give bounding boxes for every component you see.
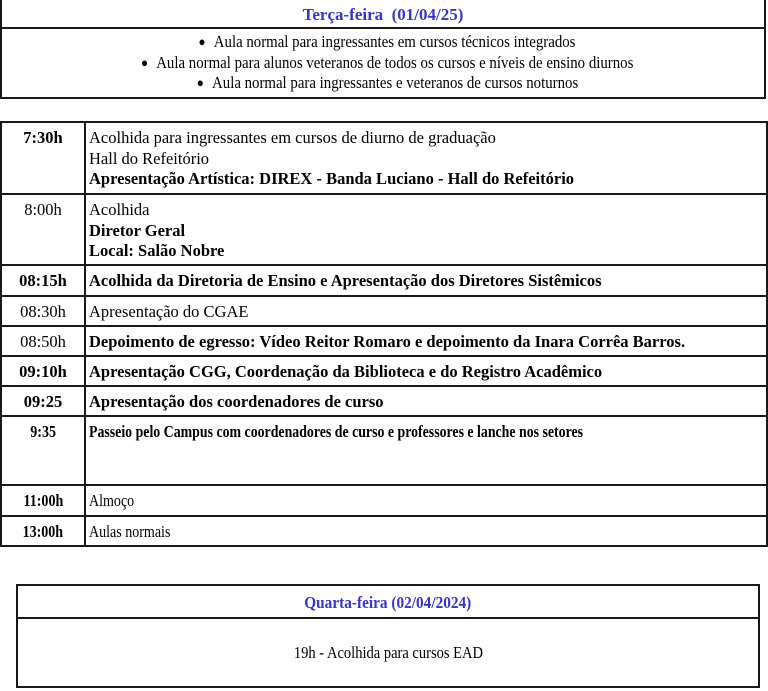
description-cell <box>85 265 767 296</box>
time-text: 13:00h <box>22 522 64 541</box>
time-cell: 09:25 <box>1 386 85 416</box>
time-cell: 8:00h <box>1 194 85 265</box>
time-text: 9:35 <box>30 422 56 441</box>
event-line: Almoço <box>89 491 135 510</box>
description-cell <box>85 326 767 356</box>
time-cell <box>1 416 85 485</box>
bullet-icon: ● <box>140 54 148 70</box>
time-cell <box>1 485 85 516</box>
event-line: Acolhida da Diretoria de Ensino e Apresentação dos Diretores Sistêmicos <box>89 271 602 290</box>
description-cell <box>85 416 767 485</box>
list-item <box>2 73 764 94</box>
table-row <box>1 194 767 265</box>
table-row <box>1 265 767 296</box>
event-line: Aulas normais <box>89 522 171 541</box>
time-cell: 09:10h <box>1 356 85 386</box>
description-cell <box>85 296 767 326</box>
description-cell <box>85 194 767 265</box>
table-row <box>1 485 767 516</box>
time-cell: 08:30h <box>1 296 85 326</box>
wednesday-box <box>16 584 760 688</box>
time-cell <box>1 516 85 546</box>
event-line: Apresentação dos coordenadores de curso <box>89 392 384 411</box>
event-line: Acolhida para ingressantes em cursos de diurno de graduação <box>89 128 496 147</box>
table-row <box>1 386 767 416</box>
event-line: Apresentação do CGAE <box>89 302 249 321</box>
time-cell: 08:50h <box>1 326 85 356</box>
event-line: Passeio pelo Campus com coordenadores de curso e professores e lanche nos setores <box>89 422 584 441</box>
table-row <box>1 516 767 546</box>
description-cell <box>85 386 767 416</box>
wednesday-event: 19h - Acolhida para cursos EAD <box>293 643 483 662</box>
list-item <box>2 32 764 53</box>
event-line: Acolhida <box>89 200 150 219</box>
description-cell <box>85 485 767 516</box>
bullet-icon: ● <box>198 34 206 49</box>
note-text: Aula normal para alunos veteranos de todos os cursos e níveis de ensino diurnos <box>156 52 634 72</box>
tuesday-notes-list <box>2 29 764 94</box>
description-cell <box>85 516 767 546</box>
event-line: Apresentação Artística: DIREX - Banda Luciano - Hall do Refeitório <box>89 169 575 188</box>
event-speaker: Diretor Geral <box>89 220 186 240</box>
note-text: Aula normal para ingressantes em cursos técnicos integrados <box>213 32 576 51</box>
event-location: Hall do Refeitório <box>89 148 210 168</box>
time-cell: 08:15h <box>1 265 85 296</box>
tuesday-notes-box <box>0 0 766 99</box>
time-cell: 7:30h <box>1 122 85 194</box>
event-line: Apresentação CGG, Coordenação da Biblioteca e do Registro Acadêmico <box>89 362 603 381</box>
note-text: Aula normal para ingressantes e veteranos de cursos noturnos <box>211 73 578 92</box>
list-item <box>2 53 764 74</box>
time-text: 11:00h <box>23 491 63 510</box>
wednesday-body <box>18 619 758 663</box>
table-row <box>1 122 767 194</box>
wednesday-title <box>18 586 758 619</box>
schedule-table <box>0 121 768 547</box>
table-row <box>1 296 767 326</box>
table-row <box>1 356 767 386</box>
bullet-icon: ● <box>196 75 204 90</box>
wednesday-title-text: Quarta-feira (02/04/2024) <box>304 593 472 612</box>
table-row <box>1 326 767 356</box>
event-line: Depoimento de egresso: Vídeo Reitor Romaro e depoimento da Inara Corrêa Barros. <box>89 332 686 351</box>
description-cell <box>85 122 767 194</box>
event-location: Local: Salão Nobre <box>89 241 225 260</box>
tuesday-title: Terça-feira (01/04/25) <box>2 0 764 29</box>
table-row <box>1 416 767 485</box>
description-cell <box>85 356 767 386</box>
